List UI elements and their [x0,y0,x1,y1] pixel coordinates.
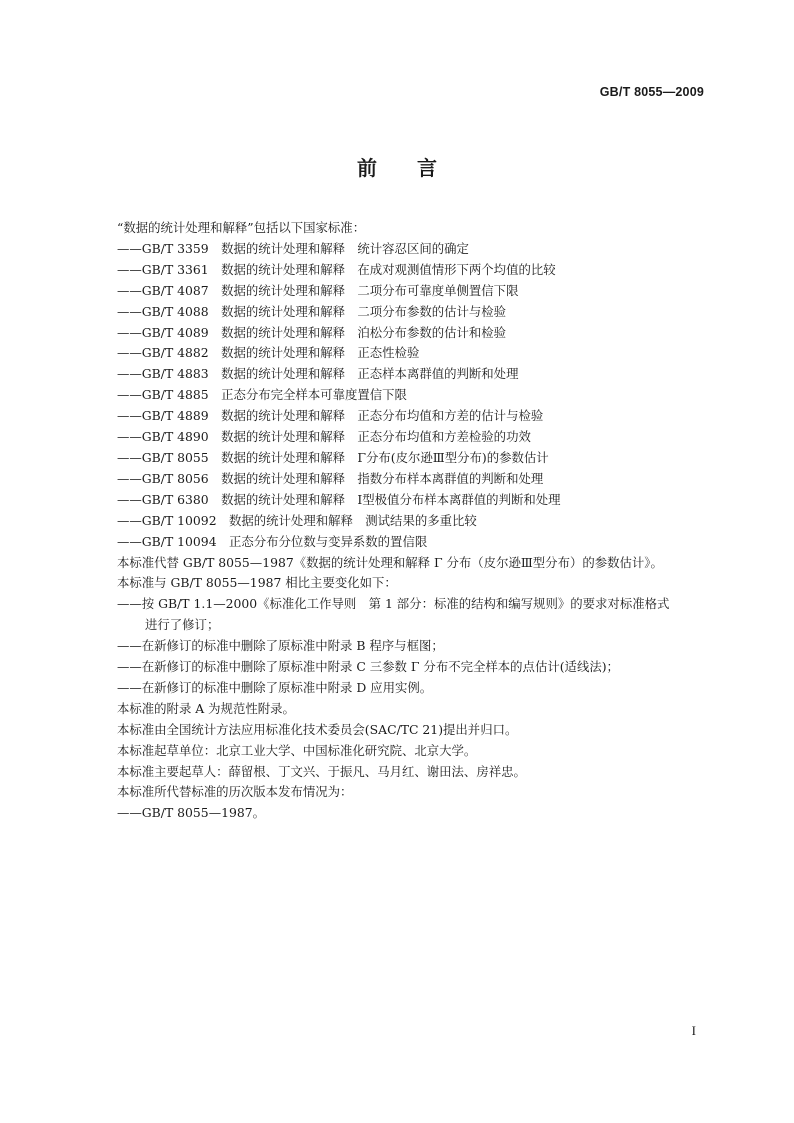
series-item: ——GB/T 6380 数据的统计处理和解释 Ⅰ型极值分布样本离群值的判断和处理 [117,491,561,507]
series-item: ——GB/T 4890 数据的统计处理和解释 正态分布均值和方差检验的功效 [117,429,531,445]
series-item: ——GB/T 8055 数据的统计处理和解释 Γ分布(皮尔逊Ⅲ型分布)的参数估计 [117,449,549,465]
change-item: ——在新修订的标准中删除了原标准中附录 B 程序与框图； [117,638,444,654]
standard-code-header: GB/T 8055—2009 [599,85,704,99]
drafters: 本标准主要起草人：薛留根、丁文兴、于振凡、马月红、谢田法、房祥忠。 [117,763,526,779]
page-title: 前言 [357,156,477,180]
change-item-continuation: 进行了修订； [145,617,220,633]
series-item: ——GB/T 4885 正态分布完全样本可靠度置信下限 [117,387,407,403]
series-item: ——GB/T 4889 数据的统计处理和解释 正态分布均值和方差的估计与检验 [117,408,544,424]
foreword-body [117,218,717,824]
series-item: ——GB/T 3361 数据的统计处理和解释 在成对观测值情形下两个均值的比较 [117,261,556,277]
proposed-by: 本标准由全国统计方法应用标准化技术委员会(SAC/TC 21)提出并归口。 [117,721,518,737]
change-item: ——按 GB/T 1.1—2000《标准化工作导则 第 1 部分：标准的结构和编写规则》的要求对标准格式 [117,596,670,612]
change-item: ——在新修订的标准中删除了原标准中附录 D 应用实例。 [117,679,433,695]
replaces-statement: 本标准代替 GB/T 8055—1987《数据的统计处理和解释 Γ 分布（皮尔逊Ⅲ型分布）的参数估计》。 [117,554,663,570]
series-intro: “数据的统计处理和解释”包括以下国家标准： [117,220,366,235]
series-item: ——GB/T 4087 数据的统计处理和解释 二项分布可靠度单侧置信下限 [117,282,519,298]
series-item: ——GB/T 4882 数据的统计处理和解释 正态性检验 [117,345,420,361]
series-item: ——GB/T 10094 正态分布分位数与变异系数的置信限 [117,533,428,549]
series-item: ——GB/T 4883 数据的统计处理和解释 正态样本离群值的判断和处理 [117,366,519,382]
history-intro: 本标准所代替标准的历次版本发布情况为： [117,784,353,800]
change-item: ——在新修订的标准中删除了原标准中附录 C 三参数 Γ 分布不完全样本的点估计(适线法)； [117,659,619,675]
history-item: ——GB/T 8055—1987。 [117,805,266,821]
series-item: ——GB/T 3359 数据的统计处理和解释 统计容忍区间的确定 [117,240,469,256]
series-item: ——GB/T 8056 数据的统计处理和解释 指数分布样本离群值的判断和处理 [117,470,544,486]
page-number: I [691,1023,696,1038]
series-item: ——GB/T 4088 数据的统计处理和解释 二项分布参数的估计与检验 [117,303,507,319]
series-item: ——GB/T 10092 数据的统计处理和解释 测试结果的多重比较 [117,512,477,528]
drafting-units: 本标准起草单位：北京工业大学、中国标准化研究院、北京大学。 [117,742,477,758]
changes-intro: 本标准与 GB/T 8055—1987 相比主要变化如下： [117,575,397,591]
annex-note: 本标准的附录 A 为规范性附录。 [117,700,295,716]
series-item: ——GB/T 4089 数据的统计处理和解释 泊松分布参数的估计和检验 [117,324,507,340]
